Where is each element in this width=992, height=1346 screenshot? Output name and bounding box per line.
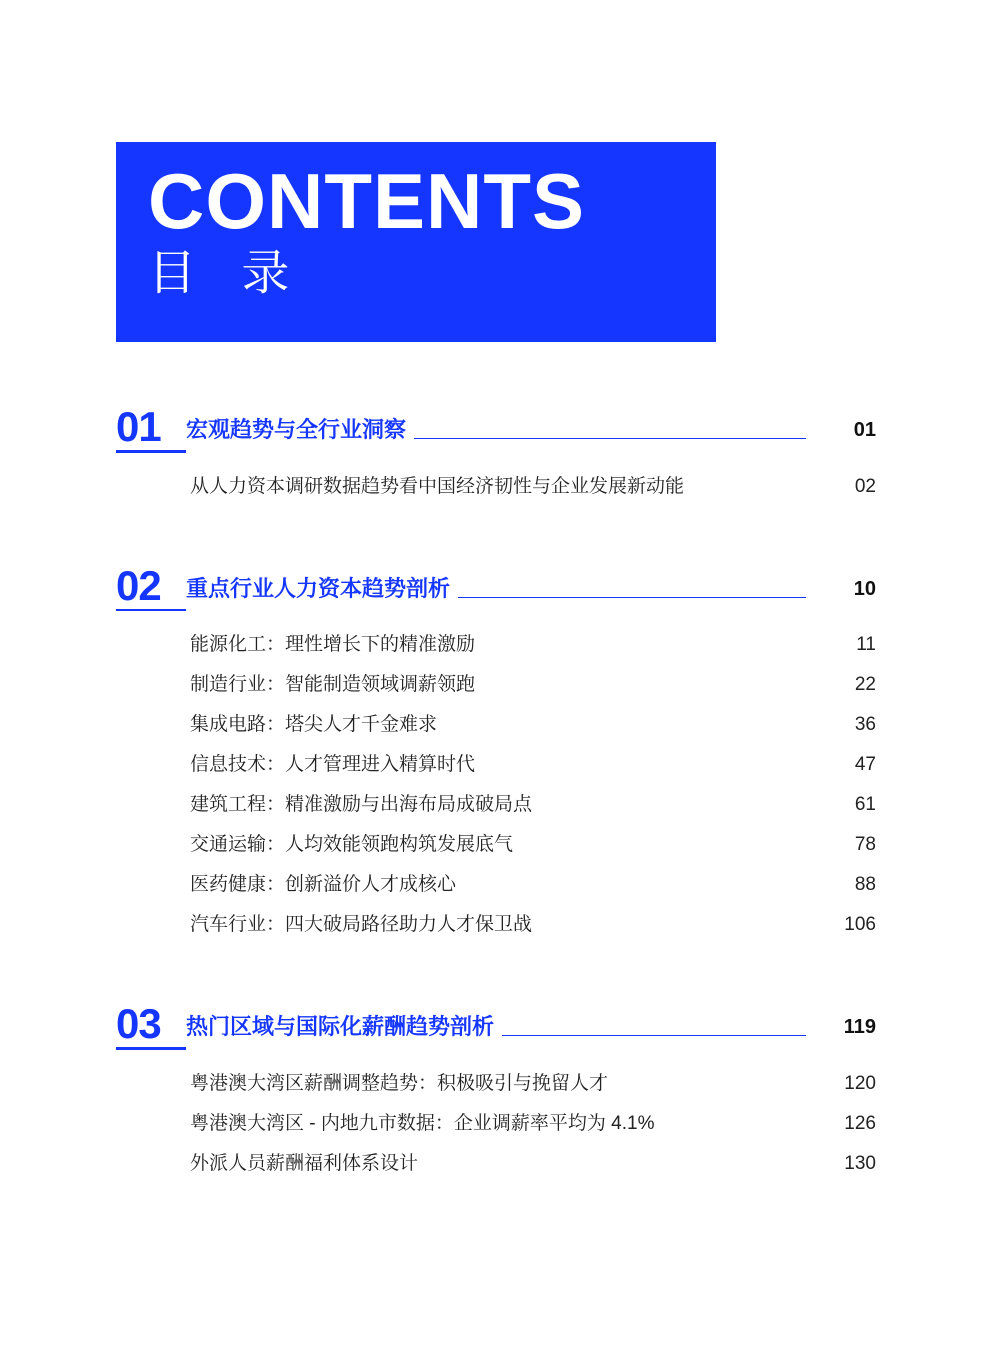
toc-entry-label: 制造行业：智能制造领域调薪领跑 xyxy=(190,674,476,695)
toc-entry-page: 61 xyxy=(854,794,876,815)
section-title: 重点行业人力资本趋势剖析 xyxy=(186,575,451,601)
toc-section-header[interactable] xyxy=(116,997,876,1045)
toc-entry[interactable] xyxy=(190,905,876,945)
toc-section xyxy=(116,400,876,507)
section-number-underline xyxy=(116,609,186,612)
toc-entry[interactable] xyxy=(190,1064,876,1104)
toc-entry-page: 106 xyxy=(844,914,876,935)
toc-entry-label: 建筑工程：精准激励与出海布局成破局点 xyxy=(190,794,533,815)
toc-entry[interactable] xyxy=(190,1144,876,1184)
toc-section xyxy=(116,559,876,946)
toc-section-header[interactable] xyxy=(116,559,876,607)
toc-entry[interactable] xyxy=(190,625,876,665)
toc-entry[interactable] xyxy=(190,745,876,785)
toc-entry-page: 130 xyxy=(844,1152,876,1174)
table-of-contents xyxy=(116,400,876,1218)
toc-section xyxy=(116,997,876,1184)
contents-banner xyxy=(116,142,716,342)
toc-entry[interactable] xyxy=(190,705,876,745)
toc-entry-list xyxy=(116,467,876,507)
toc-entry-list xyxy=(116,1064,876,1184)
toc-entry[interactable] xyxy=(190,467,876,507)
toc-entry-label: 汽车行业：四大破局路径助力人才保卫战 xyxy=(190,914,533,935)
section-rule xyxy=(414,438,806,439)
toc-entry-label: 粤港澳大湾区薪酬调整趋势：积极吸引与挽留人才 xyxy=(190,1072,609,1094)
toc-entry-page: 88 xyxy=(854,874,876,895)
toc-entry-page: 02 xyxy=(854,475,876,497)
toc-entry[interactable] xyxy=(190,665,876,705)
toc-entry-page: 11 xyxy=(856,634,876,655)
toc-entry-page: 47 xyxy=(854,754,876,775)
section-title: 热门区域与国际化薪酬趋势剖析 xyxy=(186,1014,495,1039)
section-page-number: 10 xyxy=(853,577,876,600)
toc-entry-label: 能源化工：理性增长下的精准激励 xyxy=(190,634,476,655)
toc-section-header[interactable] xyxy=(116,400,876,448)
section-number: 02 xyxy=(116,561,161,609)
toc-entry-label: 交通运输：人均效能领跑构筑发展底气 xyxy=(190,834,514,855)
toc-entry-page: 22 xyxy=(854,674,876,695)
section-number-underline xyxy=(116,1047,186,1050)
toc-entry[interactable] xyxy=(190,865,876,905)
section-title: 宏观趋势与全行业洞察 xyxy=(186,417,407,442)
toc-entry-page: 36 xyxy=(854,714,876,735)
banner-subtitle: 目 录 xyxy=(148,247,306,300)
toc-entry-label: 信息技术：人才管理进入精算时代 xyxy=(190,754,476,775)
section-number: 01 xyxy=(116,403,161,450)
toc-entry-label: 粤港澳大湾区 - 内地九市数据：企业调薪率平均为 4.1% xyxy=(190,1112,655,1134)
section-rule xyxy=(502,1035,806,1036)
toc-entry[interactable] xyxy=(190,825,876,865)
section-page-number: 119 xyxy=(843,1016,876,1038)
toc-entry-label: 集成电路：塔尖人才千金难求 xyxy=(190,714,438,735)
section-number: 03 xyxy=(116,1000,161,1047)
toc-entry[interactable] xyxy=(190,785,876,825)
section-number-underline xyxy=(116,450,186,453)
toc-entry-label: 从人力资本调研数据趋势看中国经济韧性与企业发展新动能 xyxy=(190,475,685,497)
toc-entry-page: 126 xyxy=(844,1112,876,1134)
toc-entry-page: 120 xyxy=(844,1072,876,1094)
section-page-number: 01 xyxy=(853,419,876,441)
toc-entry-page: 78 xyxy=(854,834,876,855)
toc-entry-label: 医药健康：创新溢价人才成核心 xyxy=(190,874,457,895)
banner-title: CONTENTS xyxy=(148,157,585,245)
toc-entry-list xyxy=(116,625,876,945)
section-rule xyxy=(458,597,806,598)
toc-entry-label: 外派人员薪酬福利体系设计 xyxy=(190,1152,419,1174)
toc-entry[interactable] xyxy=(190,1104,876,1144)
